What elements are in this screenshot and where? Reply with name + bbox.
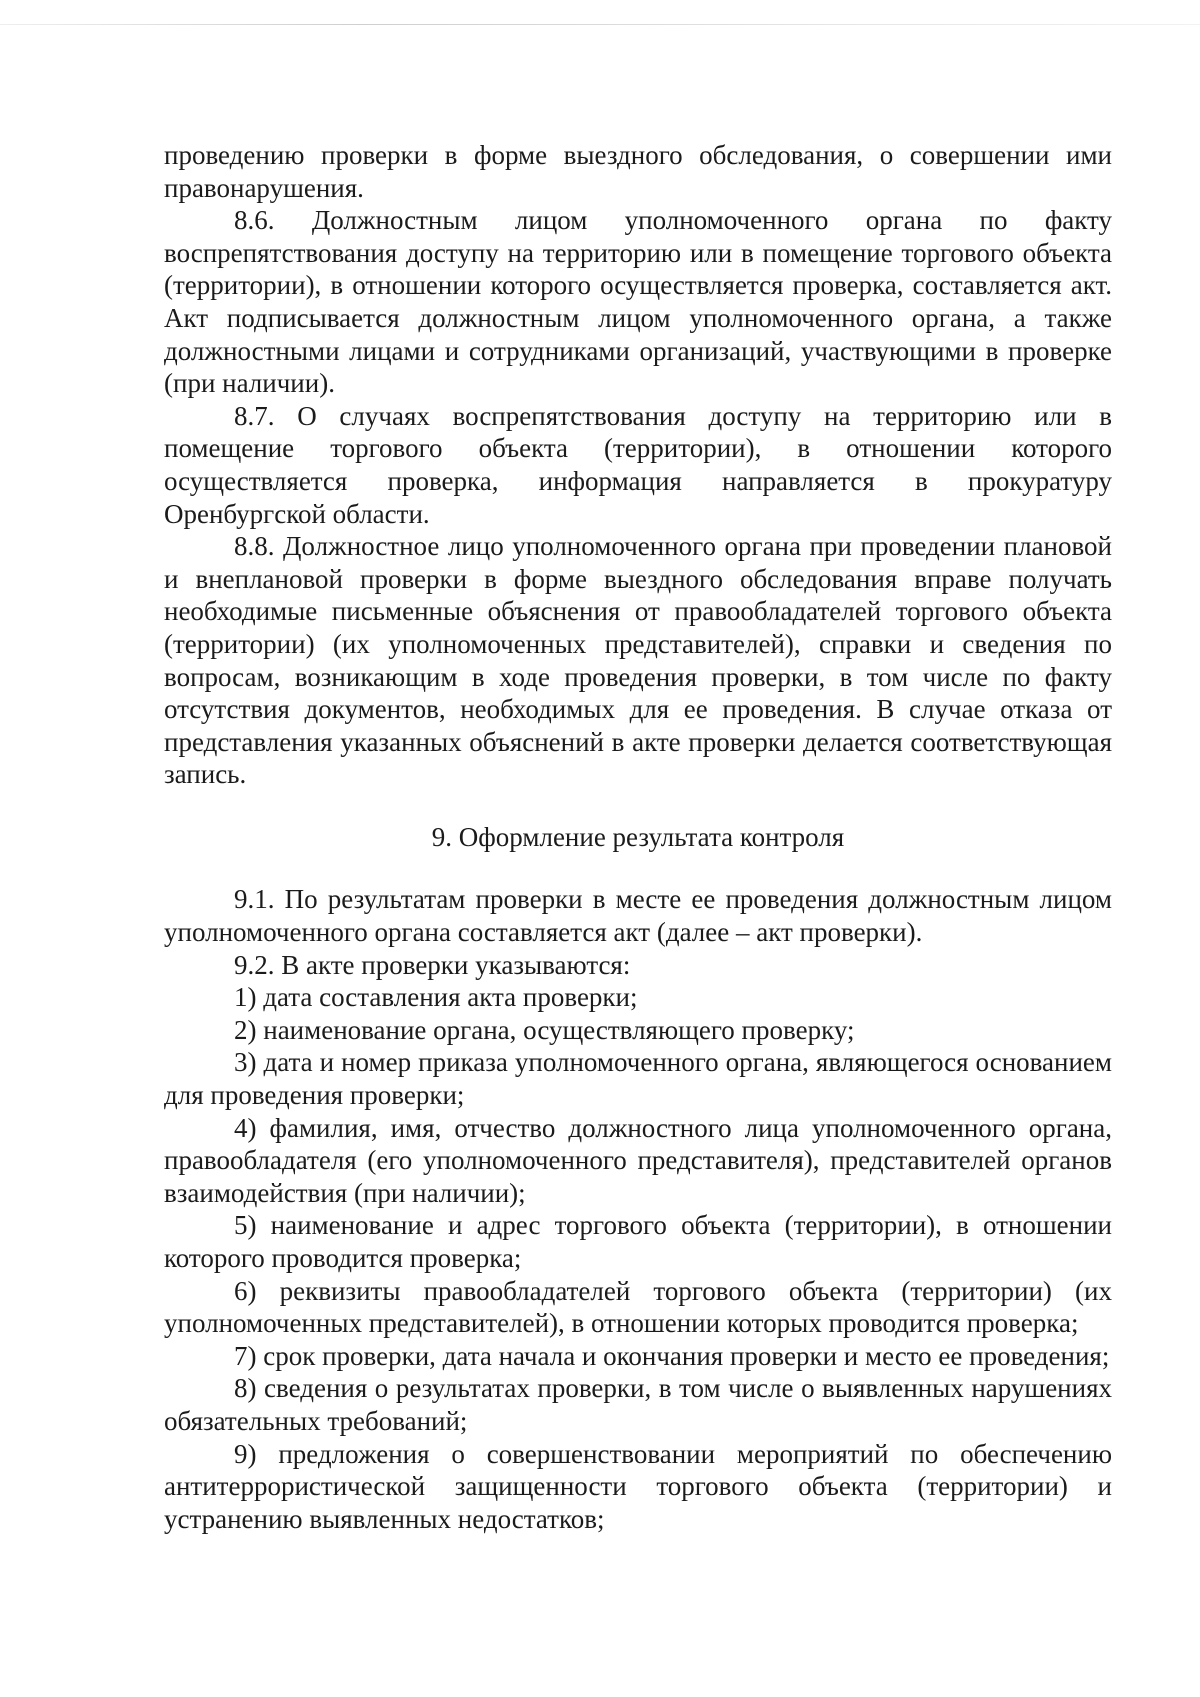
list-item-2: 2) наименование органа, осуществляющего проверку; (234, 1014, 855, 1045)
list-item-3: 3) дата и номер приказа уполномоченного органа, являющегося основанием для проведения проверки; (164, 1047, 1112, 1111)
scan-edge-line (0, 24, 1200, 25)
list-item-9: 9) предложения о совершенствовании мероприятий по обеспечению антитеррористической защищенности торгового объекта (территории) и устранению выявленных недостатков; (164, 1438, 1112, 1534)
paragraph-8-6: 8.6. Должностным лицом уполномоченного органа по факту воспрепятствования доступу на территорию или в помещение торгового объекта (территории), в отношении которого осуществляется проверка, составляется акт. Акт подписывается должностным лицом уполномоченного органа, а также должностными лицами и сотрудниками организаций, участвующими в проверке (при наличии). (164, 205, 1112, 399)
list-item-1: 1) дата составления акта проверки; (234, 982, 638, 1013)
list-item-8: 8) сведения о результатах проверки, в том числе о выявленных нарушениях обязательных требований; (164, 1373, 1112, 1436)
list-item-5: 5) наименование и адрес торгового объекта (территории), в отношении которого проводится проверка; (164, 1210, 1112, 1273)
paragraph-9-2: 9.2. В акте проверки указываются: (234, 949, 631, 980)
paragraph-continuation: проведению проверки в форме выездного обследования, о совершении ими правонарушения. (164, 140, 1112, 203)
list-item-6: 6) реквизиты правообладателей торгового объекта (территории) (их уполномоченных представителей), в отношении которых проводится проверка; (164, 1275, 1112, 1339)
list-item-7: 7) срок проверки, дата начала и окончания проверки и место ее проведения; (234, 1340, 1110, 1371)
paragraph-8-8: 8.8. Должностное лицо уполномоченного органа при проведении плановой и внеплановой проверки в форме выездного обследования вправе получать необходимые письменные объяснения от правообладателей торгового объекта (территории) (их уполномоченных представителей), справки и сведения по вопросам, возникающим в ходе проведения проверки, в том числе по факту отсутствия документов, необходимых для ее проведения. В случае отказа от представления указанных объяснений в акте проверки делается соответствующая запись. (164, 531, 1112, 790)
paragraph-9-1: 9.1. По результатам проверки в месте ее проведения должностным лицом уполномоченного органа составляется акт (далее – акт проверки). (164, 884, 1112, 948)
list-item-4: 4) фамилия, имя, отчество должностного лица уполномоченного органа, правообладателя (его уполномоченного представителя), представителей органов взаимодействия (при наличии); (164, 1112, 1112, 1208)
document-body (164, 139, 1112, 1535)
section-heading: 9. Оформление результата контроля (431, 821, 845, 852)
paragraph-8-7: 8.7. О случаях воспрепятствования доступу на территорию или в помещение торгового объекта (территории), в отношении которого осуществляется проверка, информация направляется в прокуратуру Оренбургской области. (164, 400, 1112, 529)
